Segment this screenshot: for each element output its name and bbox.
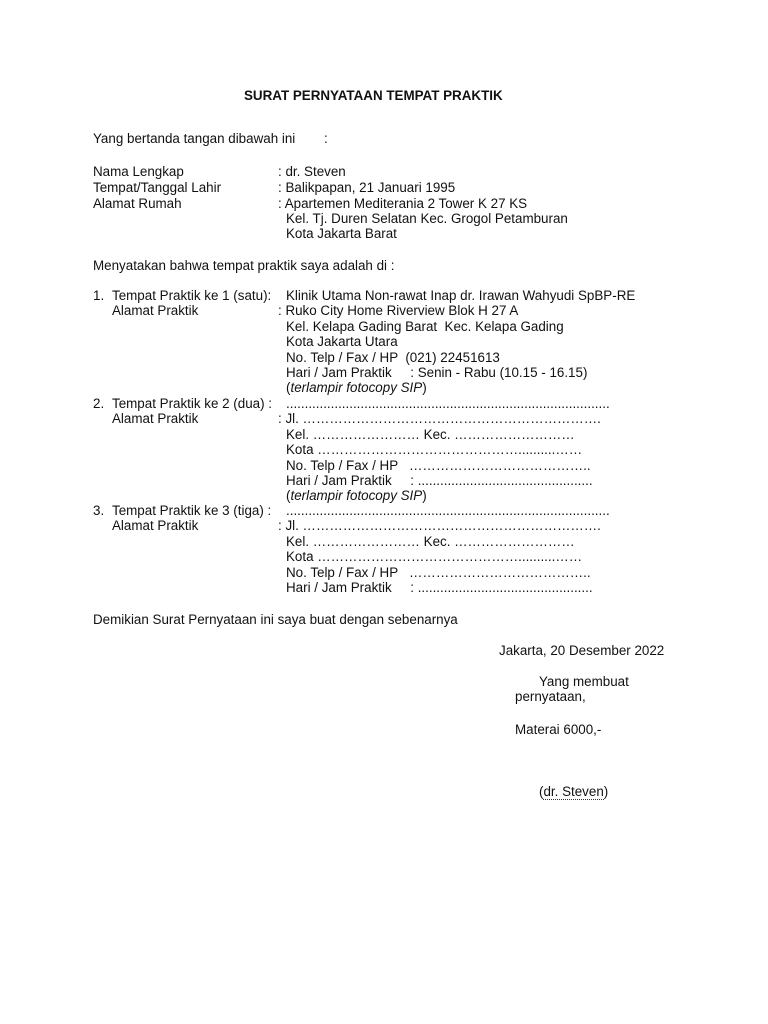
note-text: terlampir fotocopy SIP <box>290 380 423 395</box>
address-line-2: Kel. Tj. Duren Selatan Kec. Grogol Petamburan <box>286 211 568 226</box>
name-value: : dr. Steven <box>278 164 346 179</box>
practice-note <box>286 488 427 504</box>
practice-address-line-1: : Ruko City Home Riverview Blok H 27 A <box>278 303 519 318</box>
practice-value: Klinik Utama Non-rawat Inap dr. Irawan Wahyudi SpBP-RE <box>286 288 636 303</box>
practice-number: 2. <box>93 396 105 411</box>
practice-value: ....................................................................................... <box>286 396 610 411</box>
practice-address-line-2: Kel. Kelapa Gading Barat Kec. Kelapa Gading <box>286 319 564 334</box>
practice-phone: No. Telp / Fax / HP (021) 22451613 <box>286 350 500 365</box>
statement-text: Menyatakan bahwa tempat praktik saya adalah di : <box>93 258 395 273</box>
address-line-1: : Apartemen Mediterania 2 Tower K 27 KS <box>278 196 528 211</box>
practice-address-line-3: Kota Jakarta Utara <box>286 334 398 349</box>
note-close: ) <box>422 488 427 503</box>
practice-label: Tempat Praktik ke 2 (dua) : <box>112 396 273 411</box>
name-label: Nama Lengkap <box>93 164 184 179</box>
practice-number: 3. <box>93 503 105 518</box>
birth-label: Tempat/Tanggal Lahir <box>93 180 222 195</box>
document-title: SURAT PERNYATAAN TEMPAT PRAKTIK <box>244 88 503 103</box>
note-open: ( <box>286 380 291 395</box>
practice-address-line-2: Kel. …………………… Kec. ……………………… <box>286 427 575 442</box>
practice-hours: Hari / Jam Praktik : ............................................... <box>286 473 593 488</box>
stamp-text: Materai 6000,- <box>515 722 602 737</box>
practice-address-label: Alamat Praktik <box>112 411 199 426</box>
intro-colon: : <box>324 131 328 146</box>
practice-label: Tempat Praktik ke 3 (tiga) : <box>112 503 272 518</box>
name-text: dr. Steven <box>543 784 604 799</box>
maker-line-2: pernyataan, <box>515 689 586 704</box>
practice-hours: Hari / Jam Praktik : Senin - Rabu (10.15 - 16.15) <box>286 365 588 380</box>
practice-phone: No. Telp / Fax / HP ………………………………….. <box>286 458 591 473</box>
name-close: ) <box>603 784 609 799</box>
name-open: ( <box>539 784 544 799</box>
practice-phone: No. Telp / Fax / HP ………………………………….. <box>286 565 591 580</box>
practice-value: ....................................................................................... <box>286 503 610 518</box>
note-close: ) <box>422 380 427 395</box>
note-text: terlampir fotocopy SIP <box>290 488 423 503</box>
practice-address-line-3: Kota ………………………………………..........…… <box>286 549 583 564</box>
closing-text: Demikian Surat Pernyataan ini saya buat dengan sebenarnya <box>93 612 458 627</box>
maker-line-1: Yang membuat <box>539 674 629 689</box>
practice-label: Tempat Praktik ke 1 (satu): <box>112 288 272 303</box>
practice-address-line-3: Kota ………………………………………..........…… <box>286 442 583 457</box>
note-open: ( <box>286 488 291 503</box>
practice-address-line-2: Kel. …………………… Kec. ……………………… <box>286 534 575 549</box>
practice-address-line-1: : Jl. …………………………………………………………. <box>278 411 601 426</box>
practice-address-label: Alamat Praktik <box>112 303 199 318</box>
place-date: Jakarta, 20 Desember 2022 <box>499 643 665 658</box>
signatory-name <box>539 784 608 800</box>
practice-address-label: Alamat Praktik <box>112 518 199 533</box>
address-line-3: Kota Jakarta Barat <box>286 226 397 241</box>
birth-value: : Balikpapan, 21 Januari 1995 <box>278 180 456 195</box>
practice-number: 1. <box>93 288 105 303</box>
practice-hours: Hari / Jam Praktik : ............................................... <box>286 580 593 595</box>
address-label: Alamat Rumah <box>93 196 182 211</box>
practice-address-line-1: : Jl. …………………………………………………………. <box>278 518 601 533</box>
practice-note <box>286 380 427 396</box>
intro-text: Yang bertanda tangan dibawah ini <box>93 131 296 146</box>
